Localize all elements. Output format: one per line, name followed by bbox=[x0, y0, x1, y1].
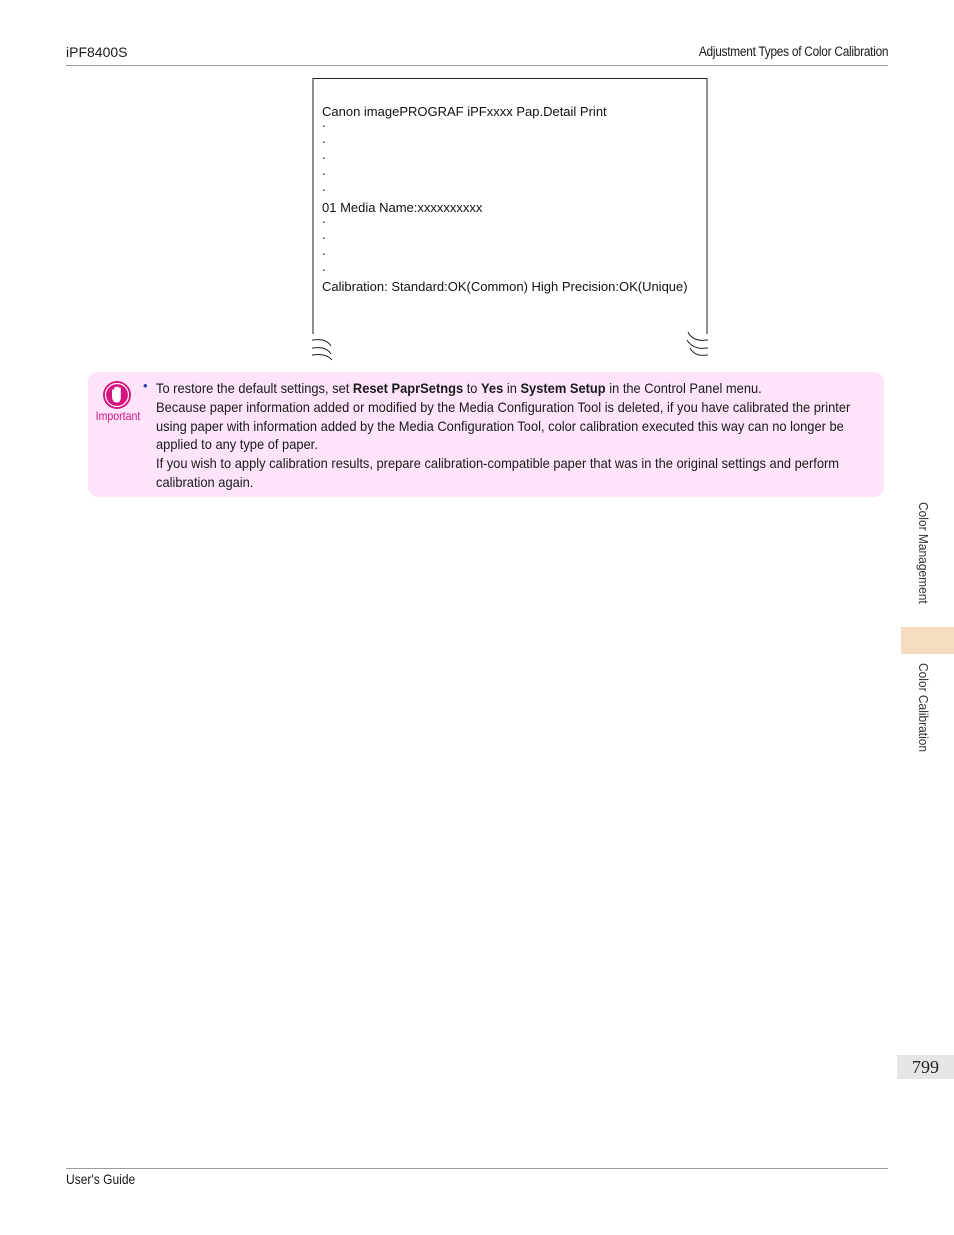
printout-frame bbox=[312, 78, 708, 364]
printout-dot: . bbox=[322, 147, 326, 162]
printout-dot: . bbox=[322, 211, 326, 226]
side-tab-active-marker bbox=[901, 627, 954, 654]
printout-title-line: Canon imagePROGRAF iPFxxxx Pap.Detail Print bbox=[322, 104, 607, 119]
printout-dot: . bbox=[322, 179, 326, 194]
header-rule bbox=[66, 65, 888, 66]
important-line-1: To restore the default settings, set Reset PaprSetngs to Yes in System Setup in the Control Panel menu. bbox=[156, 380, 762, 396]
printout-calibration-line: Calibration: Standard:OK(Common) High Precision:OK(Unique) bbox=[322, 279, 688, 294]
side-tab-color-management[interactable]: Color Management bbox=[916, 502, 931, 604]
printout-dot: . bbox=[322, 115, 326, 130]
important-label: Important bbox=[95, 409, 141, 423]
printout-dot: . bbox=[322, 227, 326, 242]
important-note bbox=[88, 372, 884, 497]
footer-guide-title: User's Guide bbox=[66, 1171, 136, 1187]
side-tab-color-calibration[interactable]: Color Calibration bbox=[916, 663, 931, 753]
printout-media-line: 01 Media Name:xxxxxxxxxx bbox=[322, 200, 483, 215]
bullet-icon: • bbox=[143, 378, 148, 393]
footer-rule bbox=[66, 1168, 888, 1169]
printout-dot: . bbox=[322, 259, 326, 274]
printout-dot: . bbox=[322, 131, 326, 146]
important-paragraph-2: Because paper information added or modified by the Media Configuration Tool is deleted, if you have calibrated the printer using paper with information added by the Media Configuration Tool, color calibration executed this way can no longer be applied to any type of paper. bbox=[156, 398, 851, 453]
printout-dot: . bbox=[322, 243, 326, 258]
page-number: 799 bbox=[897, 1055, 954, 1079]
hand-stop-icon bbox=[102, 380, 132, 410]
important-paragraph-3: If you wish to apply calibration results, prepare calibration-compatible paper that was in the original settings and perform calibration again. bbox=[156, 455, 839, 490]
printout-dot: . bbox=[322, 163, 326, 178]
header-model: iPF8400S bbox=[66, 44, 128, 60]
important-body bbox=[156, 379, 872, 492]
header-section-title: Adjustment Types of Color Calibration bbox=[698, 44, 888, 59]
printout-illustration bbox=[312, 78, 708, 360]
